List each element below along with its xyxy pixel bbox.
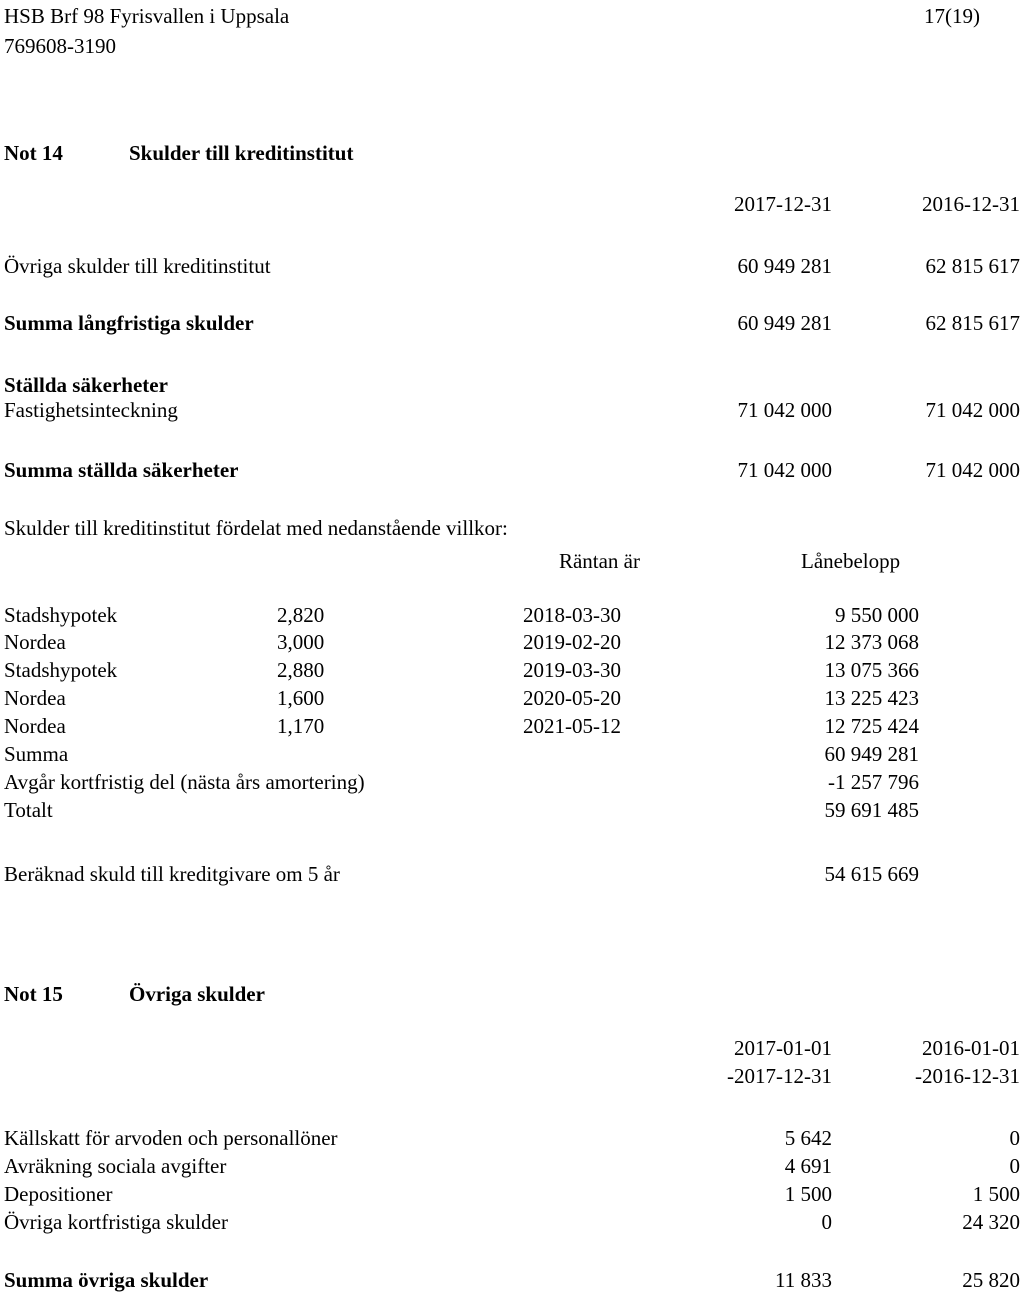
note15-row-label: Avräkning sociala avgifter (4, 1154, 227, 1178)
loan-lender: Stadshypotek (4, 603, 118, 627)
note15-row-label: Källskatt för arvoden och personallöner (4, 1126, 338, 1150)
note15-col1-header-1: 2017-01-01 (734, 1036, 832, 1060)
loans-summa-label: Summa (4, 742, 69, 766)
note15-col2-header-2: -2016-12-31 (915, 1064, 1020, 1088)
loan-date: 2019-02-20 (523, 630, 621, 654)
note15-row-v2: 1 500 (972, 1182, 1020, 1206)
loan-rate: 2,820 (277, 603, 325, 627)
loans-col-amount: Lånebelopp (801, 549, 901, 573)
loans-summa-amount: 60 949 281 (824, 742, 919, 766)
note15-col1-header-2: -2017-12-31 (727, 1064, 832, 1088)
loans-intro: Skulder till kreditinstitut fördelat med nedanstående villkor: (4, 516, 508, 540)
note15-row-v2: 24 320 (962, 1210, 1020, 1234)
page-number: 17(19) (924, 4, 980, 28)
note14-col2-header: 2016-12-31 (922, 192, 1020, 216)
loan-rate: 2,880 (277, 658, 325, 682)
security-row-v1: 71 042 000 (737, 398, 832, 422)
loan-amount: 12 373 068 (824, 630, 919, 654)
note15-label: Not 15 (4, 982, 63, 1006)
note14-row-v2: 62 815 617 (925, 254, 1020, 278)
note14-sum-long-v1: 60 949 281 (737, 311, 832, 335)
note15-row-v2: 0 (1009, 1126, 1020, 1150)
loan-rate: 1,600 (277, 686, 325, 710)
note15-title: Övriga skulder (129, 982, 265, 1006)
note14-row-label: Övriga skulder till kreditinstitut (4, 254, 271, 278)
loan-amount: 12 725 424 (824, 714, 919, 738)
note14-label: Not 14 (4, 141, 63, 165)
loan-lender: Stadshypotek (4, 658, 118, 682)
loan-date: 2020-05-20 (523, 686, 621, 710)
security-sum-label: Summa ställda säkerheter (4, 458, 239, 482)
org-number: 769608-3190 (4, 34, 116, 58)
loan-amount: 9 550 000 (835, 603, 919, 627)
loan-rate: 3,000 (277, 630, 325, 654)
loan-lender: Nordea (4, 714, 66, 738)
security-row-v2: 71 042 000 (925, 398, 1020, 422)
note15-row-label: Depositioner (4, 1182, 113, 1206)
loans-totalt-label: Totalt (4, 798, 53, 822)
security-row-label: Fastighetsinteckning (4, 398, 178, 422)
note15-row-label: Övriga kortfristiga skulder (4, 1210, 228, 1234)
security-heading: Ställda säkerheter (4, 373, 168, 397)
note14-title: Skulder till kreditinstitut (129, 141, 354, 165)
org-name: HSB Brf 98 Fyrisvallen i Uppsala (4, 4, 290, 28)
forecast-label: Beräknad skuld till kreditgivare om 5 år (4, 862, 340, 886)
loan-lender: Nordea (4, 630, 66, 654)
forecast-amount: 54 615 669 (824, 862, 919, 886)
note14-col1-header: 2017-12-31 (734, 192, 832, 216)
loan-date: 2021-05-12 (523, 714, 621, 738)
loan-amount: 13 225 423 (824, 686, 919, 710)
note15-sum-label: Summa övriga skulder (4, 1268, 209, 1292)
note15-row-v1: 4 691 (784, 1154, 832, 1178)
note15-row-v1: 0 (821, 1210, 832, 1234)
loan-amount: 13 075 366 (824, 658, 919, 682)
note14-sum-long-label: Summa långfristiga skulder (4, 311, 254, 335)
note15-sum-v2: 25 820 (962, 1268, 1020, 1292)
loans-avgar-label: Avgår kortfristig del (nästa års amortering) (4, 770, 365, 794)
loan-date: 2018-03-30 (523, 603, 621, 627)
note15-col2-header-1: 2016-01-01 (922, 1036, 1020, 1060)
note15-sum-v1: 11 833 (775, 1268, 832, 1292)
note15-row-v2: 0 (1009, 1154, 1020, 1178)
note14-sum-long-v2: 62 815 617 (925, 311, 1020, 335)
security-sum-v2: 71 042 000 (925, 458, 1020, 482)
security-sum-v1: 71 042 000 (737, 458, 832, 482)
loans-col-rate: Räntan är (558, 549, 640, 573)
loans-totalt-amount: 59 691 485 (824, 798, 919, 822)
loan-date: 2019-03-30 (523, 658, 621, 682)
loan-rate: 1,170 (277, 714, 325, 738)
note15-row-v1: 1 500 (784, 1182, 832, 1206)
note15-row-v1: 5 642 (784, 1126, 832, 1150)
note14-row-v1: 60 949 281 (737, 254, 832, 278)
loans-avgar-amount: -1 257 796 (828, 770, 919, 794)
loan-lender: Nordea (4, 686, 66, 710)
